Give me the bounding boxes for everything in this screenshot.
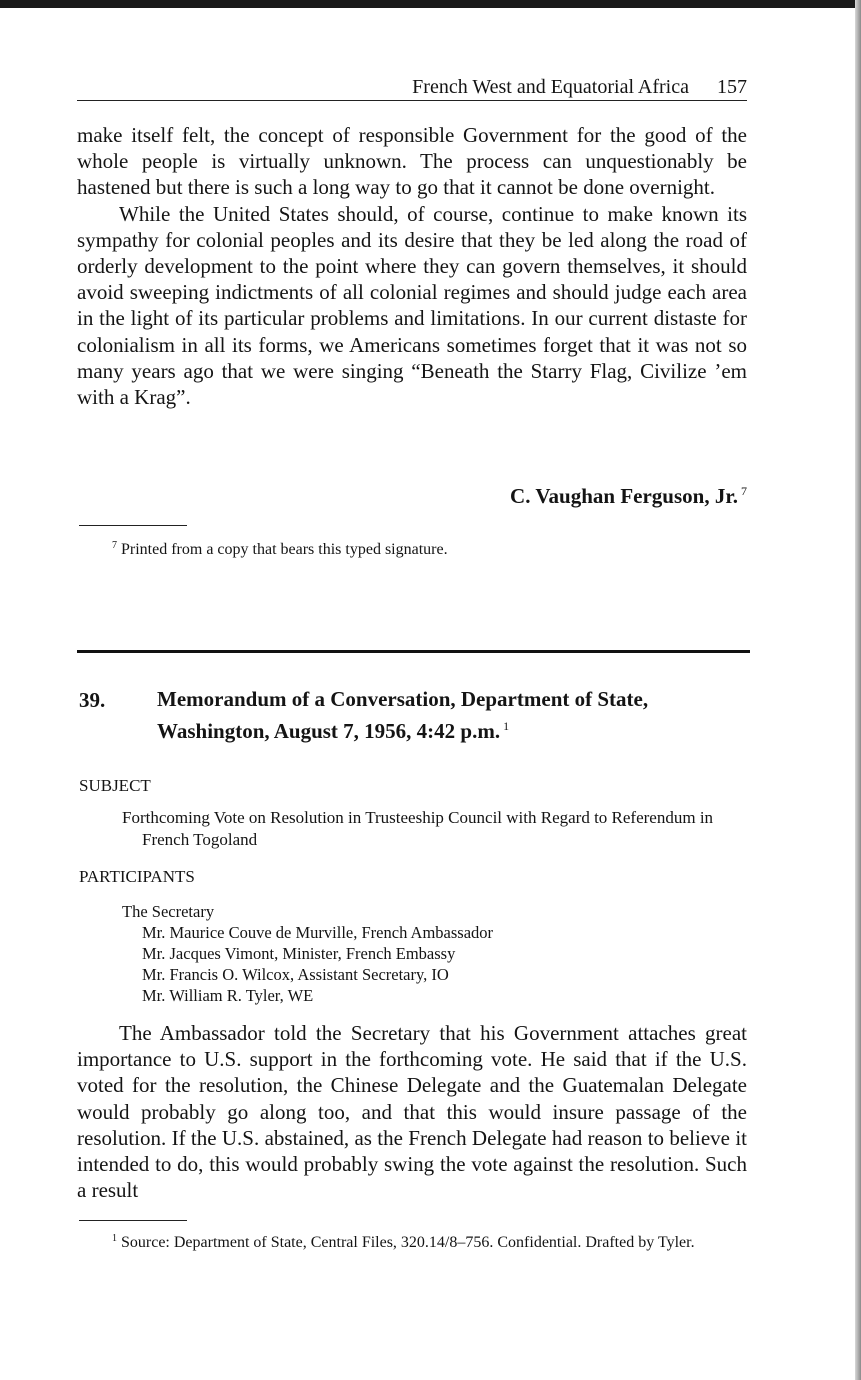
signature	[510, 478, 747, 509]
footnote-rule	[79, 525, 187, 526]
document-title	[157, 686, 747, 745]
scan-top-edge	[0, 0, 861, 8]
footnote-marker: 7	[112, 540, 117, 551]
document-number: 39.	[79, 688, 106, 712]
section-divider	[77, 650, 750, 653]
participant-item: Mr. Maurice Couve de Murville, French Ambassador	[142, 923, 494, 942]
participant-item: Mr. Francis O. Wilcox, Assistant Secretary, IO	[142, 965, 449, 984]
participant-item: Mr. Jacques Vimont, Minister, French Embassy	[142, 944, 456, 963]
footnote-1	[79, 1228, 751, 1253]
continued-text	[77, 122, 747, 410]
footnote-marker: 1	[112, 1233, 117, 1244]
participant-item: The Secretary	[122, 902, 215, 921]
signature-name: C. Vaughan Ferguson, Jr.	[510, 484, 738, 508]
signature-footnote-ref: 7	[741, 484, 747, 498]
paragraph-colonial: While the United States should, of course, continue to make known its sympathy for colonial peoples and its desire that they be led along the road of orderly development to the point where they can govern themselves, it should avoid sweeping indictments of all colonial regimes and should judge each area in the light of its particular problems and limitations. In our current distaste for colonialism in all its forms, we Americans sometimes forget that it was not so many years ago that we were singing “Beneath the Starry Flag, Civilize ’em with a Krag”.	[77, 201, 747, 410]
footnote-7	[79, 535, 784, 560]
footnote-text: Source: Department of State, Central Files, 320.14/8–756. Confidential. Drafted by Tyler.	[121, 1234, 695, 1251]
running-head	[77, 74, 747, 101]
scan-right-edge	[855, 0, 861, 1380]
participant-item: Mr. William R. Tyler, WE	[142, 986, 314, 1005]
title-footnote-ref: 1	[503, 719, 510, 733]
running-title: French West and Equatorial Africa	[412, 76, 689, 98]
memo-body	[77, 1020, 747, 1203]
document-title-text: Memorandum of a Conversation, Department of State, Washington, August 7, 1956, 4:42 p.m.	[157, 687, 649, 743]
participants-label: PARTICIPANTS	[79, 867, 195, 886]
paragraph-continued: make itself felt, the concept of responsible Government for the good of the whole people is virtually unknown. The process can unquestionably be hastened but there is such a long way to go that it cannot be done overnight.	[77, 123, 747, 200]
participants-list	[122, 901, 493, 1006]
page-number: 157	[717, 76, 747, 98]
paragraph-ambassador: The Ambassador told the Secretary that his Government attaches great importance to U.S. support in the forthcoming vote. He said that if the U.S. voted for the resolution, the Chinese Delegate and the Guatemalan Delegate would probably go along too, and that this would insure passage of the resolution. If the U.S. abstained, as the French Delegate had reason to believe it intended to do, this would probably swing the vote against the resolution. Such a result	[77, 1021, 747, 1203]
subject-text: Forthcoming Vote on Resolution in Trusteeship Council with Regard to Referendum in French Togoland	[122, 808, 714, 849]
footnote-text: Printed from a copy that bears this typed signature.	[121, 541, 448, 558]
footnote-rule	[79, 1220, 187, 1221]
subject-label: SUBJECT	[79, 776, 151, 795]
